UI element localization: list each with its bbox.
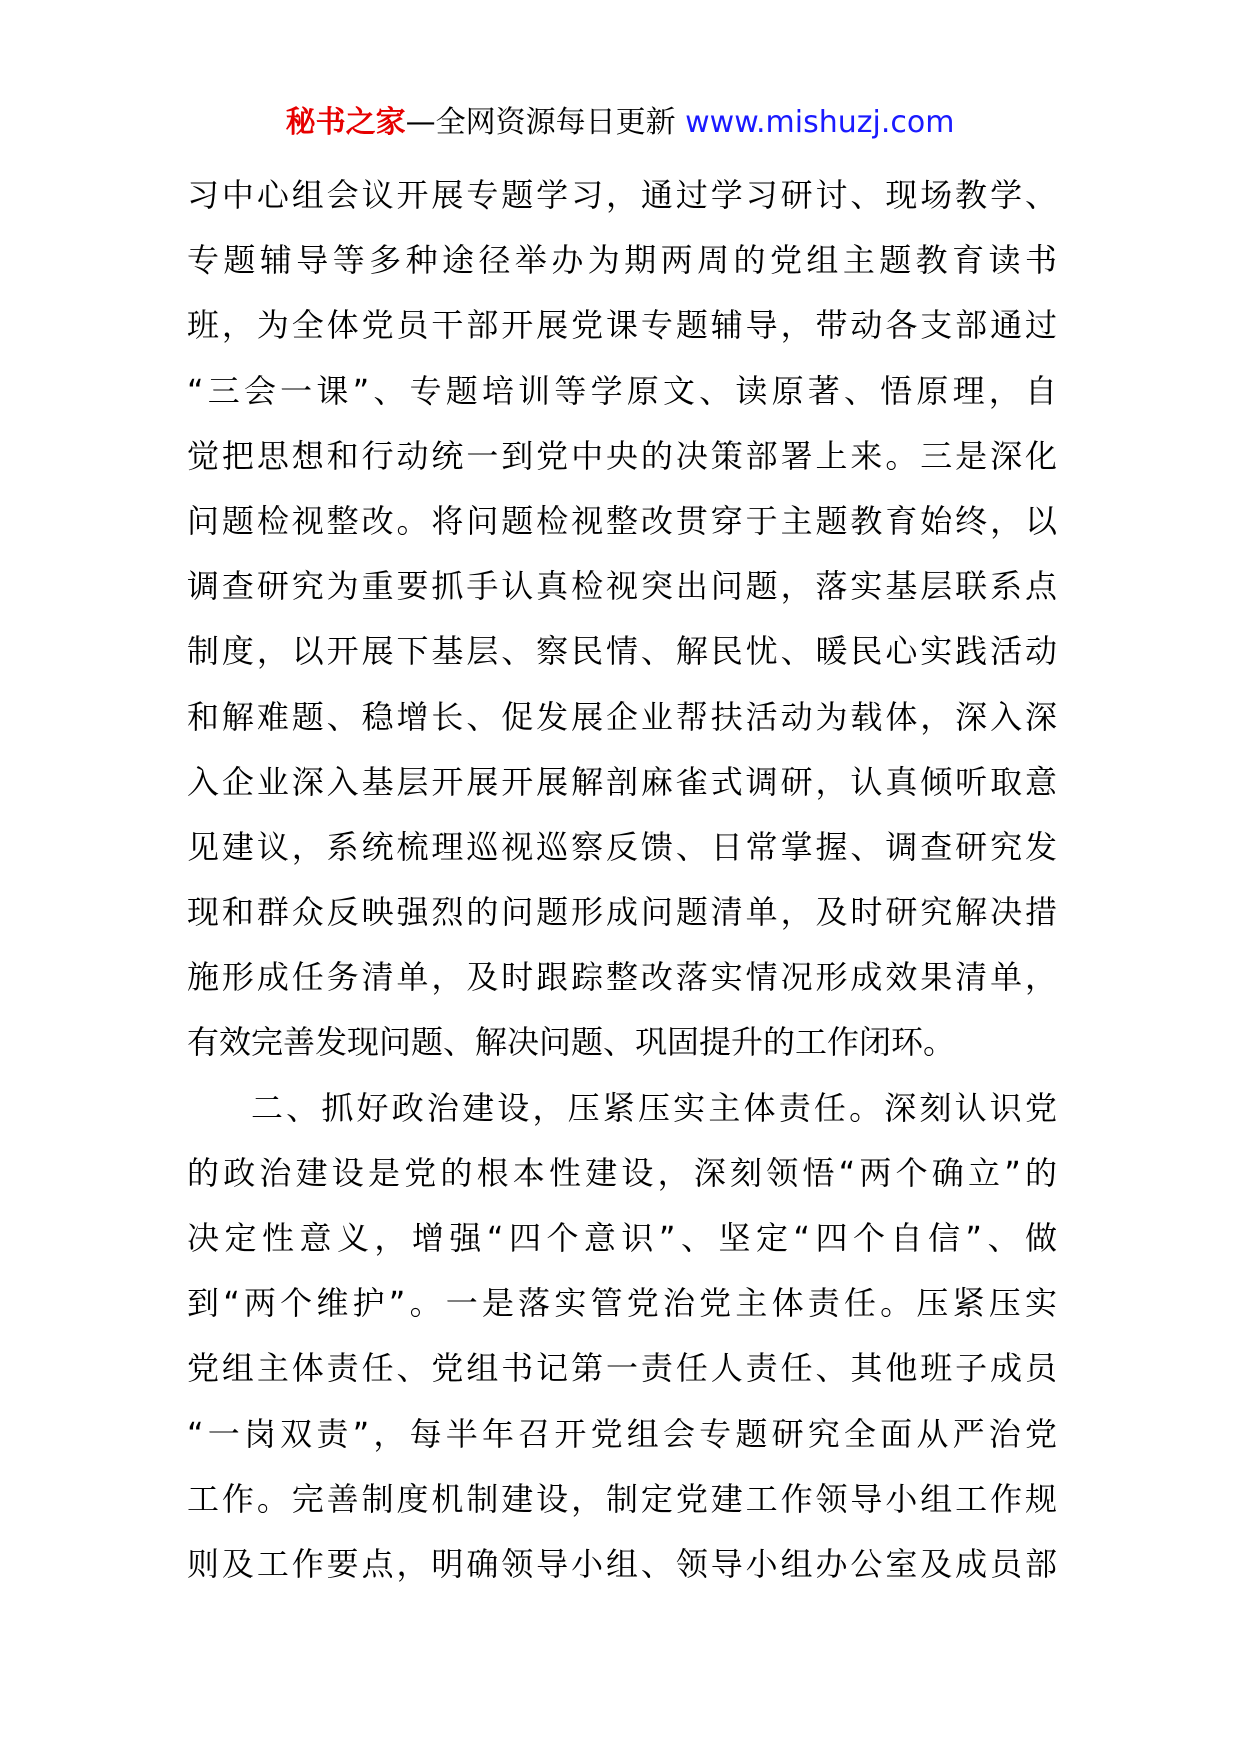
text-line: “三会一课”、专题培训等学原文、读原著、悟原理，自 [187,371,1057,410]
text-line: 有效完善发现问题、解决问题、巩固提升的工作闭环。 [187,1023,956,1062]
text-line: 制度，以开展下基层、察民情、解民忧、暖民心实践活动 [187,632,1057,671]
text-line: 则及工作要点，明确领导小组、领导小组办公室及成员部 [187,1544,1057,1583]
header-url-link[interactable]: www.mishuzj.com [685,105,955,140]
text-line: 见建议，系统梳理巡视巡察反馈、日常掌握、调查研究发 [187,827,1057,866]
text-line: 施形成任务清单，及时跟踪整改落实情况形成效果清单， [187,958,1057,997]
text-line: 班，为全体党员干部开展党课专题辅导，带动各支部通过 [187,306,1057,345]
text-line: 工作。完善制度机制建设，制定党建工作领导小组工作规 [187,1479,1057,1518]
text-line: 入企业深入基层开展开展解剖麻雀式调研，认真倾听取意 [187,762,1057,801]
text-line: 习中心组会议开展专题学习，通过学习研讨、现场教学、 [187,176,1057,214]
text-line: 问题检视整改。将问题检视整改贯穿于主题教育始终，以 [187,501,1057,540]
text-line: 现和群众反映强烈的问题形成问题清单，及时研究解决措 [187,893,1057,932]
header-tagline: —全网资源每日更新 [405,105,686,140]
text-line: 和解难题、稳增长、促发展企业帮扶活动为载体，深入深 [187,697,1057,736]
text-line: 专题辅导等多种途径举办为期两周的党组主题教育读书 [187,241,1057,280]
page-header [0,101,1240,145]
section-heading-line: 二、抓好政治建设，压紧压实主体责任。深刻认识党 [251,1088,1057,1127]
text-line: 的政治建设是党的根本性建设，深刻领悟“两个确立”的 [187,1153,1057,1192]
document-body [187,163,1057,1597]
text-line: “一岗双责”，每半年召开党组会专题研究全面从严治党 [187,1414,1057,1453]
header-brand: 秘书之家 [285,105,406,140]
text-line: 决定性意义，增强“四个意识”、坚定“四个自信”、做 [187,1219,1057,1257]
text-line: 到“两个维护”。一是落实管党治党主体责任。压紧压实 [187,1284,1057,1323]
text-line: 党组主体责任、党组书记第一责任人责任、其他班子成员 [187,1349,1057,1388]
text-line: 觉把思想和行动统一到党中央的决策部署上来。三是深化 [187,436,1057,475]
text-line: 调查研究为重要抓手认真检视突出问题，落实基层联系点 [187,567,1057,606]
